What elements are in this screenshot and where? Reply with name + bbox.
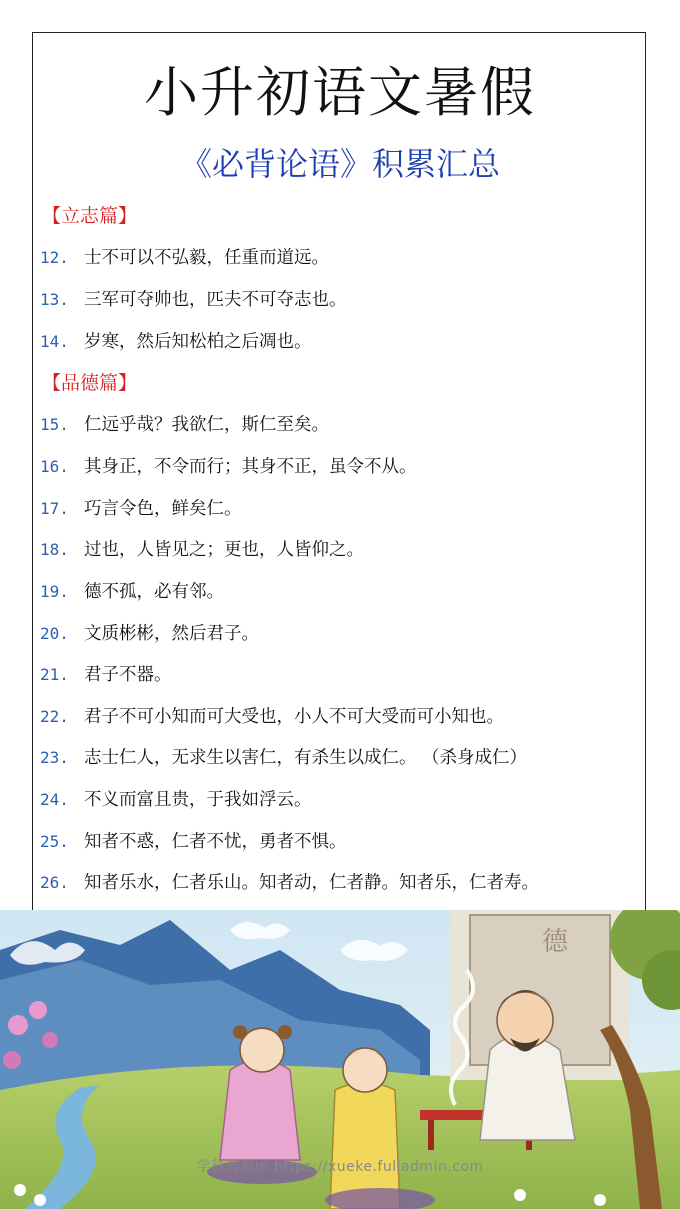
quote-number: 18.: [40, 540, 69, 559]
quote-text: 巧言令色，鲜矣仁。: [84, 499, 242, 519]
section-heading-pinde: 【品德篇】: [42, 372, 138, 394]
quote-number: 22.: [40, 707, 69, 726]
quote-number: 12.: [40, 248, 69, 267]
quote-line: [40, 412, 640, 438]
quote-number: 17.: [40, 499, 69, 518]
quote-number: 20.: [40, 624, 69, 643]
quote-line: [40, 870, 640, 896]
quote-text: 知者乐水，仁者乐山。知者动，仁者静。知者乐，仁者寿。: [84, 873, 539, 893]
quote-text: 知者不惑，仁者不忧，勇者不惧。: [84, 832, 347, 852]
quote-line: [40, 829, 640, 855]
quote-line: [40, 745, 640, 771]
quote-number: 23.: [40, 748, 69, 767]
quote-line: [40, 496, 640, 522]
quote-line: [40, 245, 640, 271]
quote-text: 德不孤，必有邻。: [84, 582, 224, 602]
quote-number: 21.: [40, 665, 69, 684]
quote-line: [40, 787, 640, 813]
quote-text: 仁远乎哉？我欲仁，斯仁至矣。: [84, 415, 329, 435]
quote-number: 24.: [40, 790, 69, 809]
page-title: 小升初语文暑假: [144, 61, 536, 124]
quote-text: 三军可夺帅也，匹夫不可夺志也。: [84, 290, 347, 310]
quote-line: [40, 662, 640, 688]
quote-number: 15.: [40, 415, 69, 434]
quote-text: 其身正，不令而行；其身不正，虽令不从。: [84, 457, 417, 477]
quote-number: 26.: [40, 873, 69, 892]
quote-line: [40, 454, 640, 480]
quote-number: 13.: [40, 290, 69, 309]
watermark-footer: 学科资源库 https://xueke.fuliadmin.com: [196, 1159, 484, 1175]
quote-number: 14.: [40, 332, 69, 351]
quote-line: [40, 704, 640, 730]
quote-number: 25.: [40, 832, 69, 851]
scroll-character: 德: [541, 927, 569, 957]
quote-line: [40, 621, 640, 647]
quote-text: 君子不器。: [84, 665, 172, 685]
page-subtitle: 《必背论语》积累汇总: [179, 145, 500, 183]
section-heading-lizhi: 【立志篇】: [42, 205, 138, 227]
quote-line: [40, 579, 640, 605]
quote-number: 16.: [40, 457, 69, 476]
quote-line: [40, 329, 640, 355]
quote-text: 过也，人皆见之；更也，人皆仰之。: [84, 540, 364, 560]
quote-text: 士不可以不弘毅，任重而道远。: [84, 248, 329, 268]
quote-number: 19.: [40, 582, 69, 601]
quote-text: 志士仁人，无求生以害仁，有杀生以成仁。 （杀身成仁）: [84, 748, 528, 768]
quote-line: [40, 287, 640, 313]
quote-text: 文质彬彬，然后君子。: [84, 624, 259, 644]
quote-line: [40, 537, 640, 563]
quote-text: 岁寒，然后知松柏之后凋也。: [84, 332, 312, 352]
quote-text: 君子不可小知而可大受也，小人不可大受而可小知也。: [84, 707, 504, 727]
quote-text: 不义而富且贵，于我如浮云。: [84, 790, 312, 810]
